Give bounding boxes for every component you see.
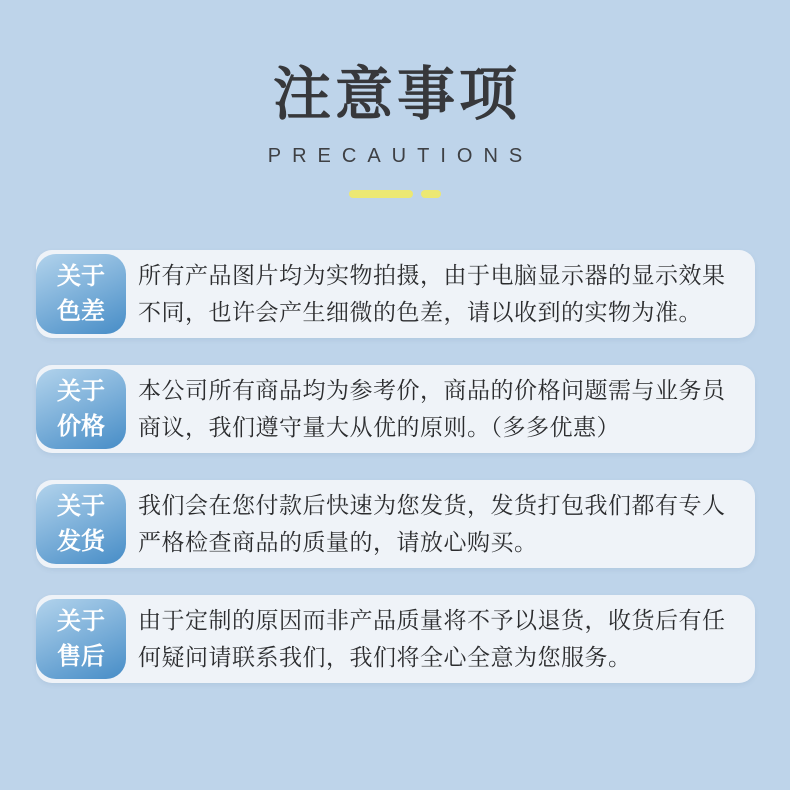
badge-label-line2: 色差: [57, 298, 105, 325]
category-badge: [36, 599, 126, 679]
badge-label-line1: 关于: [57, 493, 105, 520]
notice-card-price: [36, 365, 755, 453]
notice-text: 由于定制的原因而非产品质量将不予以退货，收货后有任何疑问请联系我们，我们将全心全意为您服务。: [138, 607, 726, 670]
badge-label-line1: 关于: [57, 378, 105, 405]
category-badge: [36, 254, 126, 334]
badge-label-line1: 关于: [57, 608, 105, 635]
badge-label-line2: 价格: [57, 413, 105, 440]
notice-text: 我们会在您付款后快速为您发货，发货打包我们都有专人严格检查商品的质量的，请放心购买。: [138, 492, 726, 555]
notice-card-list: [36, 250, 755, 710]
badge-label-line2: 售后: [57, 643, 105, 670]
notice-text: 本公司所有商品均为参考价，商品的价格问题需与业务员商议，我们遵守量大从优的原则。（多多优惠）: [138, 377, 726, 440]
notice-text: 所有产品图片均为实物拍摄，由于电脑显示器的显示效果不同，也许会产生细微的色差，请以收到的实物为准。: [138, 262, 726, 325]
category-badge: [36, 484, 126, 564]
page-subtitle: PRECAUTIONS: [267, 144, 534, 167]
badge-label-line1: 关于: [57, 263, 105, 290]
page-title: 注意事项: [272, 62, 521, 127]
notice-card-after-sales: [36, 595, 755, 683]
notice-card-shipping: [36, 480, 755, 568]
category-badge: [36, 369, 126, 449]
underline-dash-long: [349, 190, 413, 198]
title-underline-decoration: [0, 190, 790, 198]
notice-card-color-difference: [36, 250, 755, 338]
underline-dash-short: [421, 190, 441, 198]
precautions-header: [0, 62, 790, 198]
badge-label-line2: 发货: [57, 528, 105, 555]
